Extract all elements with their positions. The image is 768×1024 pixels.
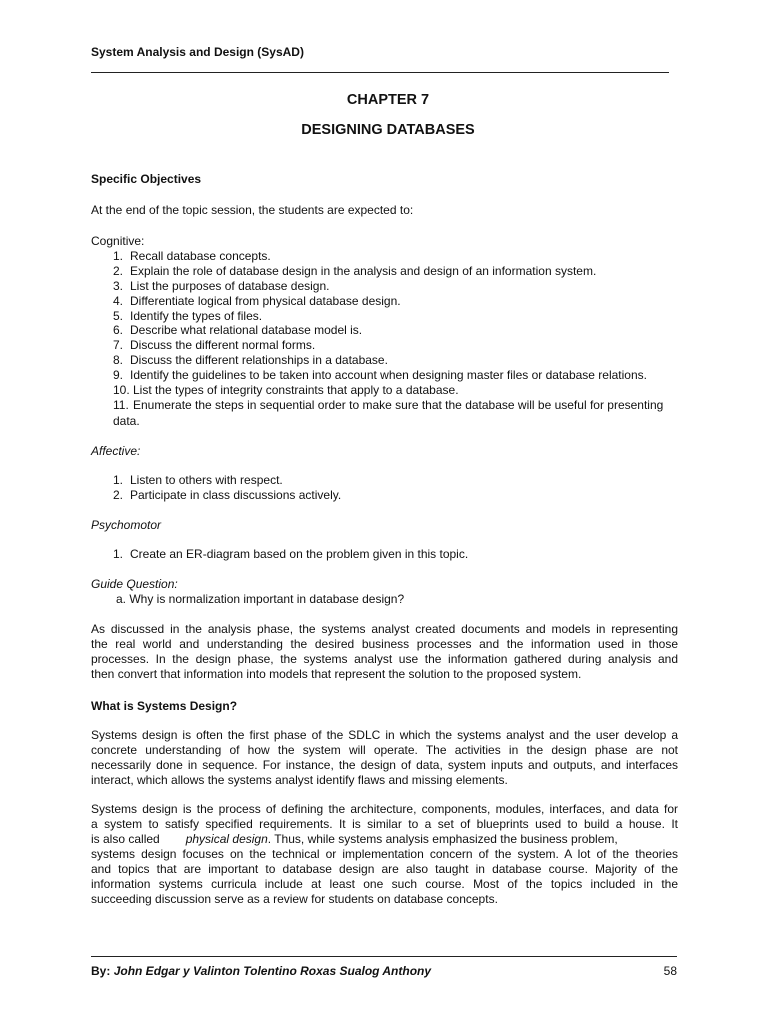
list-number: 9.: [113, 368, 124, 382]
list-item: [113, 473, 283, 488]
list-text: Describe what relational database model is.: [130, 323, 363, 337]
list-text: Explain the role of database design in the analysis and design of an information system.: [130, 264, 597, 278]
list-item: [113, 353, 388, 368]
chapter-label: CHAPTER 7: [346, 92, 430, 108]
paragraph-line: interact, which allows the systems analyst identify flaws and missing elements.: [91, 773, 508, 787]
header-title: System Analysis and Design (SysAD): [91, 45, 304, 59]
systems-design-paragraph: [91, 728, 678, 788]
paragraph-line: As discussed in the analysis phase, the systems analyst created documents and models in representing: [91, 622, 678, 636]
paragraph-line: processes. In the design phase, the systems analyst use the information gathered during analysis and: [91, 652, 678, 666]
paragraph-line: succeeding discussion serve as a review for students on database concepts.: [91, 892, 498, 906]
paragraph-line: systems design focuses on the technical or implementation concern of the system. A lot of the theories: [91, 847, 678, 861]
list-text: List the types of integrity constraints that apply to a database.: [133, 383, 459, 397]
paragraph-line: Systems design is the process of defining the architecture, components, modules, interfaces, and data for: [91, 802, 678, 816]
list-number: 8.: [113, 353, 124, 367]
line-text: . Thus, while systems analysis emphasized the business problem,: [267, 832, 618, 846]
list-number: 1.: [113, 547, 124, 561]
list-number: 6.: [113, 323, 124, 337]
list-number: 1.: [113, 473, 124, 487]
list-item: [113, 383, 459, 398]
paragraph-line: and topics that are important to database design are also taught in database course. Majority of the: [91, 862, 678, 876]
list-text: Identify the guidelines to be taken into account when designing master files or database relations.: [130, 368, 647, 382]
paragraph-line: a system to satisfy specified requirements. It is similar to a set of blueprints used to build a house. It: [91, 817, 678, 831]
footer-author-names: John Edgar y Valinton Tolentino Roxas Sualog Anthony: [113, 964, 432, 978]
list-item: [113, 264, 596, 279]
list-number: 4.: [113, 294, 124, 308]
affective-label: Affective:: [91, 444, 141, 458]
chapter-title: DESIGNING DATABASES: [301, 122, 475, 138]
objectives-intro: At the end of the topic session, the students are expected to:: [91, 203, 414, 217]
list-item: [113, 309, 262, 324]
definition-paragraph: [91, 802, 678, 907]
list-number: 2.: [113, 488, 124, 502]
list-number: 1.: [113, 249, 124, 263]
paragraph-line: Systems design is often the first phase of the SDLC in which the systems analyst and the user develop a: [91, 728, 678, 742]
list-item: [113, 398, 663, 413]
list-item: [113, 294, 401, 309]
list-text: List the purposes of database design.: [130, 279, 330, 293]
list-text: Differentiate logical from physical database design.: [130, 294, 401, 308]
intro-paragraph: [91, 622, 678, 682]
psychomotor-label: Psychomotor: [91, 518, 162, 532]
footer-rule: [91, 956, 677, 957]
cognitive-label: Cognitive:: [91, 234, 145, 248]
paragraph-line: concrete understanding of how the system will operate. The activities in the design phase are not: [91, 743, 678, 757]
list-item: [113, 488, 341, 503]
paragraph-line: then convert that information into models that represent the solution to the proposed system.: [91, 667, 582, 681]
list-number: 5.: [113, 309, 124, 323]
paragraph-line: the real world and understanding the desired business processes and the information used in those: [91, 637, 678, 651]
list-number: 7.: [113, 338, 124, 352]
paragraph-line: information systems curricula include at least one such course. Most of the topics included in the: [91, 877, 678, 891]
line-text: is also called: [91, 832, 160, 846]
list-number: 10.: [113, 383, 130, 397]
list-number: 2.: [113, 264, 124, 278]
list-text: Identify the types of files.: [130, 309, 263, 323]
list-text: Participate in class discussions actively.: [130, 488, 342, 502]
list-item-continuation: data.: [113, 414, 140, 428]
guide-question-label: Guide Question:: [91, 577, 178, 591]
guide-question: a. Why is normalization important in database design?: [116, 592, 405, 606]
paragraph-line: necessarily done in sequence. For instance, the design of data, system inputs and outputs, and interfaces: [91, 758, 678, 772]
list-item: [113, 368, 647, 383]
list-text: Listen to others with respect.: [130, 473, 283, 487]
objectives-heading: Specific Objectives: [91, 172, 202, 186]
list-item: [113, 323, 362, 338]
paragraph-line: [91, 832, 678, 847]
list-item: [113, 547, 468, 562]
list-item: [113, 279, 329, 294]
section-heading: What is Systems Design?: [91, 699, 238, 713]
list-text: Create an ER-diagram based on the problem given in this topic.: [130, 547, 469, 561]
list-number: 11.: [113, 398, 129, 412]
list-item: [113, 249, 271, 264]
footer-authors: [91, 964, 431, 978]
list-text: Discuss the different normal forms.: [130, 338, 316, 352]
emphasis-text: physical design: [185, 832, 268, 846]
list-text: Discuss the different relationships in a database.: [130, 353, 388, 367]
footer-by-label: By:: [91, 964, 111, 978]
list-text: Enumerate the steps in sequential order to make sure that the database will be useful for presenting: [133, 398, 664, 412]
list-number: 3.: [113, 279, 124, 293]
header-rule: [91, 72, 669, 73]
list-text: Recall database concepts.: [130, 249, 271, 263]
page-number: 58: [663, 964, 677, 978]
list-item: [113, 338, 315, 353]
